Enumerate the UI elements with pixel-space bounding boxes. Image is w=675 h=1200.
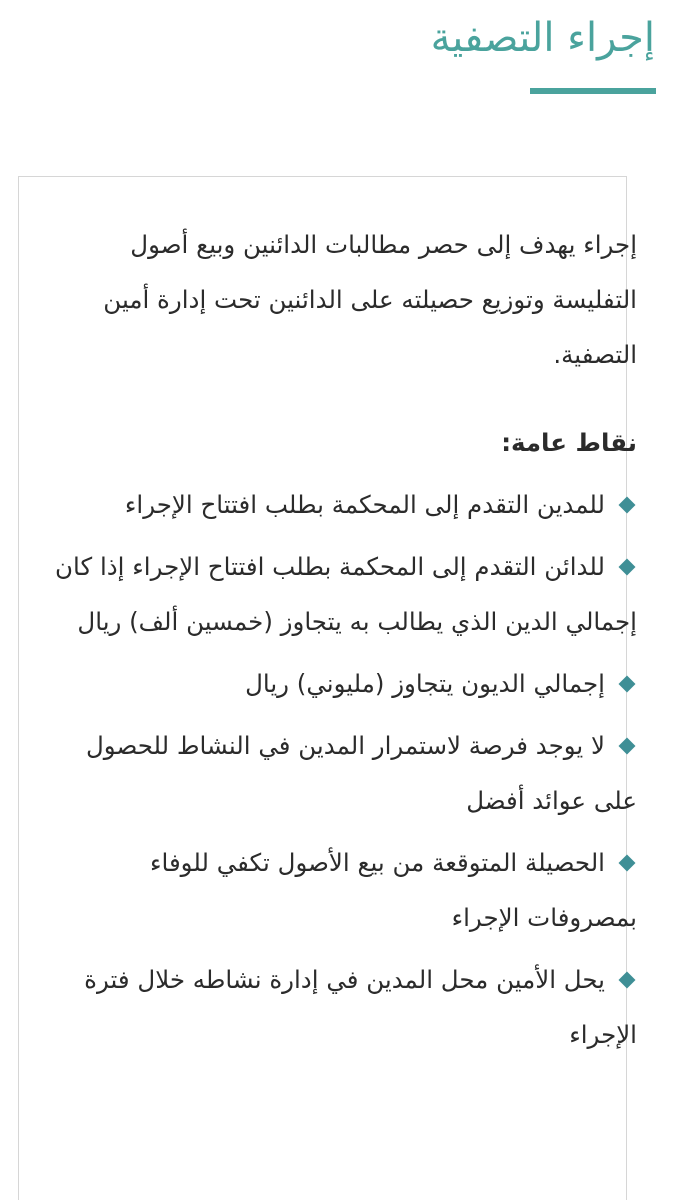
- list-item: [44, 835, 637, 945]
- page-title: إجراء التصفية: [430, 15, 655, 61]
- diamond-bullet-icon: [619, 559, 636, 576]
- section-heading: نقاط عامة:: [501, 428, 637, 457]
- intro-paragraph: إجراء يهدف إلى حصر مطالبات الدائنين وبيع أصول التفليسة وتوزيع حصيلته على الدائنين تحت إدارة أمين التصفية.: [103, 230, 637, 369]
- list-item-text: يحل الأمين محل المدين في إدارة نشاطه خلال فترة الإجراء: [84, 965, 637, 1049]
- list-item-text: للدائن التقدم إلى المحكمة بطلب افتتاح الإجراء إذا كان إجمالي الدين الذي يطالب به يتجاوز (خمسين ألف) ريال: [55, 552, 637, 636]
- diamond-bullet-icon: [619, 855, 636, 872]
- list-item: [44, 718, 637, 828]
- list-item-text: لا يوجد فرصة لاستمرار المدين في النشاط للحصول على عوائد أفضل: [86, 731, 637, 815]
- card-content: [44, 217, 637, 1069]
- list-item: [44, 952, 637, 1062]
- diamond-bullet-icon: [619, 497, 636, 514]
- points-list: [44, 477, 637, 1062]
- diamond-bullet-icon: [619, 972, 636, 989]
- diamond-bullet-icon: [619, 676, 636, 693]
- list-item: [44, 539, 637, 649]
- list-item-text: إجمالي الديون يتجاوز (مليوني) ريال: [245, 669, 605, 698]
- diamond-bullet-icon: [619, 738, 636, 755]
- title-underline: [530, 88, 656, 94]
- list-item-text: الحصيلة المتوقعة من بيع الأصول تكفي للوفاء بمصروفات الإجراء: [149, 848, 637, 932]
- list-item-text: للمدين التقدم إلى المحكمة بطلب افتتاح الإجراء: [124, 490, 605, 519]
- list-item: [44, 656, 637, 711]
- list-item: [44, 477, 637, 532]
